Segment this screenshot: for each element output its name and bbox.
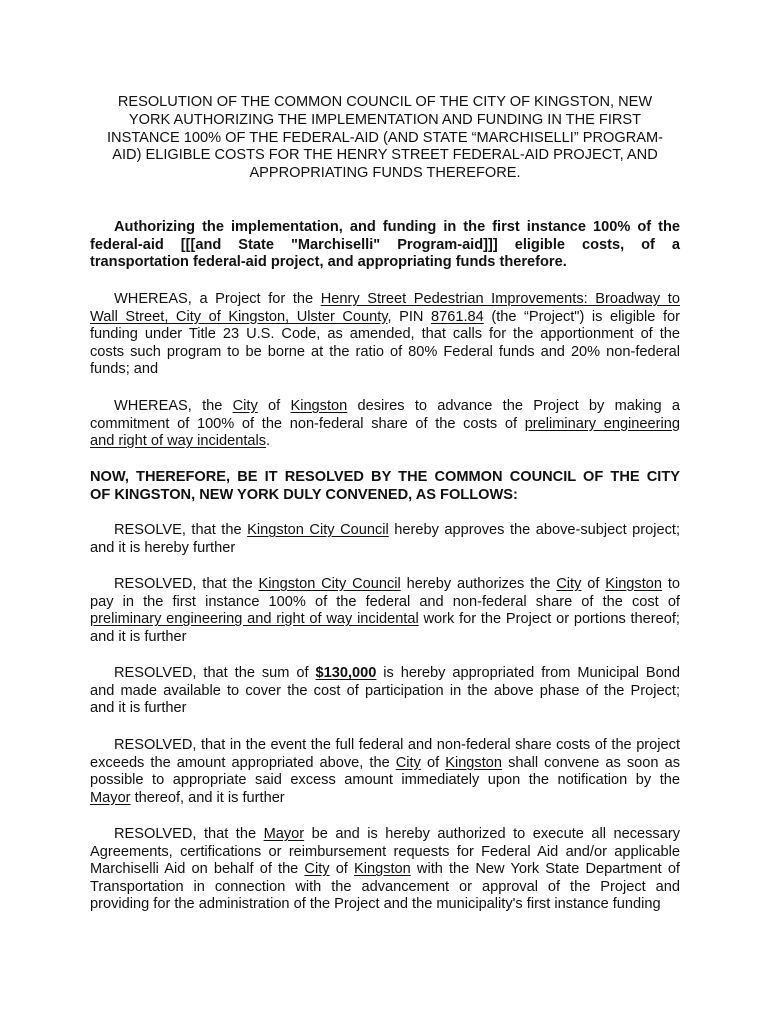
preamble-line: transportation federal-aid project, and appropriating funds therefore. [90,254,567,271]
resolve-paragraph-3: RESOLVED, that the sum of $130,000 is hereby appropriated from Municipal Bond and made available to cover the cost of participation in the above phase of the Project; and it is further [90,665,680,717]
resolve-paragraph-1: RESOLVE, that the Kingston City Council hereby approves the above-subject project; and it is hereby further [90,522,680,556]
project-name-link: Henry Street Pedestrian Improvements: Broadway to [320,291,680,307]
preamble-line: federal-aid [[[and State "Marchiselli" Program-aid]]] eligible costs, of a [90,236,680,253]
title-line: INSTANCE 100% OF THE FEDERAL-AID (AND STATE “MARCHISELLI” PROGRAM- [107,129,663,146]
title-line: APPROPRIATING FUNDS THEREFORE. [249,165,521,182]
city-ref: City [395,754,421,771]
title-line: YORK AUTHORIZING THE IMPLEMENTATION AND FUNDING IN THE FIRST [128,111,642,128]
resolve-paragraph-5: RESOLVED, that the Mayor be and is hereby authorized to execute all necessary Agreements, certifications or reimbursement requests for Federal Aid and/or applicable Marchiselli Aid on behalf of the City of Kingston with the New York State Department of Transportation in connection with the advancement or approval of the Project and providing for the administration of the Project and the municipality's first instance funding [90,826,680,913]
resolution-title [90,94,680,183]
council-ref: Kingston City Council [258,576,401,592]
city-ref: City [304,861,330,878]
kingston-ref: Kingston [605,576,663,592]
city-ref: City [232,398,258,414]
kingston-ref: Kingston [290,398,348,414]
title-line: RESOLUTION OF THE COMMON COUNCIL OF THE CITY OF KINGSTON, NEW [117,94,653,110]
resolve-paragraph-2: RESOLVED, that the Kingston City Council hereby authorizes the City of Kingston to pay in the first instance 100% of the federal and non-federal share of the cost of preliminary engineering and right of way incidental work for the Project or portions thereof; and it is further [90,576,681,645]
mayor-ref: Mayor [263,826,305,842]
title-line: AID) ELIGIBLE COSTS FOR THE HENRY STREET FEDERAL-AID PROJECT, AND [112,147,658,164]
project-location: Wall Street, City of Kingston, Ulster County [90,308,388,325]
mayor-ref: Mayor [90,789,131,806]
kingston-ref: Kingston [353,861,411,878]
pin-number: 8761.84 [431,308,484,325]
appropriation-amount: $130,000 [315,665,377,681]
city-ref: City [556,576,582,592]
preamble-line: Authorizing the implementation, and funding in the first instance 100% of the [114,219,680,235]
preamble-paragraph [90,219,680,272]
whereas-paragraph-2: WHEREAS, the City of Kingston desires to advance the Project by making a commitment of 100% of the non-federal share of the costs of preliminary engineering and right of way incidentals. [90,398,680,450]
resolve-paragraph-4: RESOLVED, that in the event the full federal and non-federal share costs of the project exceeds the amount appropriated above, the City of Kingston shall convene as soon as possible to appropriate said excess amount immediately upon the notification by the Mayor thereof, and it is further [90,737,681,806]
council-ref: Kingston City Council [247,522,389,538]
kingston-ref: Kingston [445,754,503,771]
whereas-paragraph-1: WHEREAS, a Project for the Henry Street Pedestrian Improvements: Broadway to Wall Street, City of Kingston, Ulster County, PIN 8761.84 (the “Project") is eligible for funding under Title 23 U.S. Code, as amended, that calls for the apportionment of the costs such program to be borne at the ratio of 80% Federal funds and 20% non-federal funds; and [90,291,680,378]
now-therefore-heading: NOW, THEREFORE, BE IT RESOLVED BY THE COMMON COUNCIL OF THE CITY OF KINGSTON, NEW YORK DULY CONVENED, AS FOLLOWS: [90,469,680,503]
